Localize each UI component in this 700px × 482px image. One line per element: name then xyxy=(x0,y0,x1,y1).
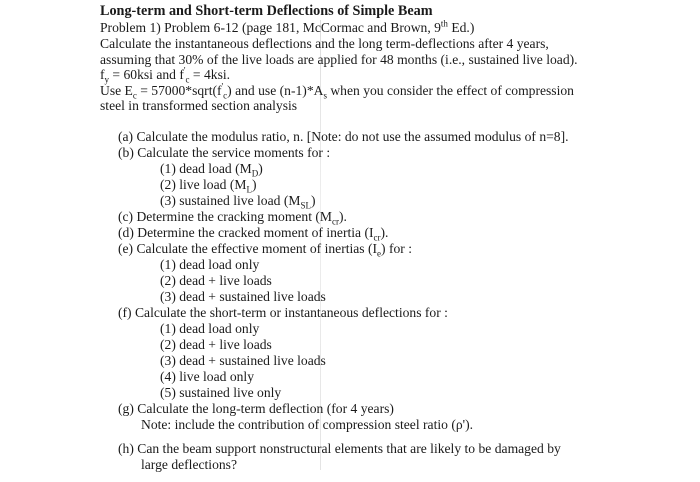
modulus-instruction-cont: steel in transformed section analysis xyxy=(100,98,298,113)
item-e1: (1) dead load only xyxy=(160,257,260,272)
item-h-cont: large deflections? xyxy=(141,457,237,472)
material-properties: $f_y = 60ksi$ and $f'_c = 4ksi$. xyxy=(100,65,231,85)
item-b1: (1) dead load $(M_D)$ xyxy=(160,161,263,179)
item-f3: (3) dead + sustained live loads xyxy=(160,353,326,368)
item-d: (d) Determine the cracked moment of inertia $(I_{cr})$. xyxy=(118,225,389,243)
item-e2: (2) dead + live loads xyxy=(160,273,272,288)
item-b: (b) Calculate the service moments for : xyxy=(118,145,331,160)
problem-reference: Problem 1) Problem 6-12 (page 181, McCormac and Brown, 9th Ed.) xyxy=(100,18,475,35)
item-a: (a) Calculate the modulus ratio, n. [Note: do not use the assumed modulus of n=8]. xyxy=(118,129,569,144)
item-f5: (5) sustained live only xyxy=(160,385,282,400)
item-f1: (1) dead load only xyxy=(160,321,260,336)
item-c: (c) Determine the cracking moment $(M_{cr})$. xyxy=(118,209,347,227)
item-f2: (2) dead + live loads xyxy=(160,337,272,352)
item-e3: (3) dead + sustained live loads xyxy=(160,289,326,304)
instruction-line-2: assuming that 30% of the live loads are applied for 48 months (i.e., sustained live load). xyxy=(100,52,578,67)
item-b2: (2) live load $(M_L)$ xyxy=(160,177,257,195)
instruction-line-1: Calculate the instantaneous deflections and the long term-deflections after 4 years, xyxy=(100,36,549,51)
item-b3: (3) sustained live load $(M_{SL})$ xyxy=(160,193,316,211)
item-h: (h) Can the beam support nonstructural elements that are likely to be damaged by xyxy=(118,441,561,456)
item-e: (e) Calculate the effective moment of inertias $(I_e)$ for : xyxy=(118,241,412,259)
item-g: (g) Calculate the long-term deflection (for 4 years) xyxy=(118,401,394,416)
item-f: (f) Calculate the short-term or instantaneous deflections for : xyxy=(118,305,448,320)
item-g-note: Note: include the contribution of compression steel ratio (ρ'). xyxy=(141,417,473,432)
modulus-instruction: Use $E_c$ = $57000*sqrt(f'_c)$ and use $(n-1)*A_s$ when you consider the effect of compression xyxy=(100,81,574,101)
document-title: Long-term and Short-term Deflections of Simple Beam xyxy=(100,3,433,19)
item-f4: (4) live load only xyxy=(160,369,255,384)
